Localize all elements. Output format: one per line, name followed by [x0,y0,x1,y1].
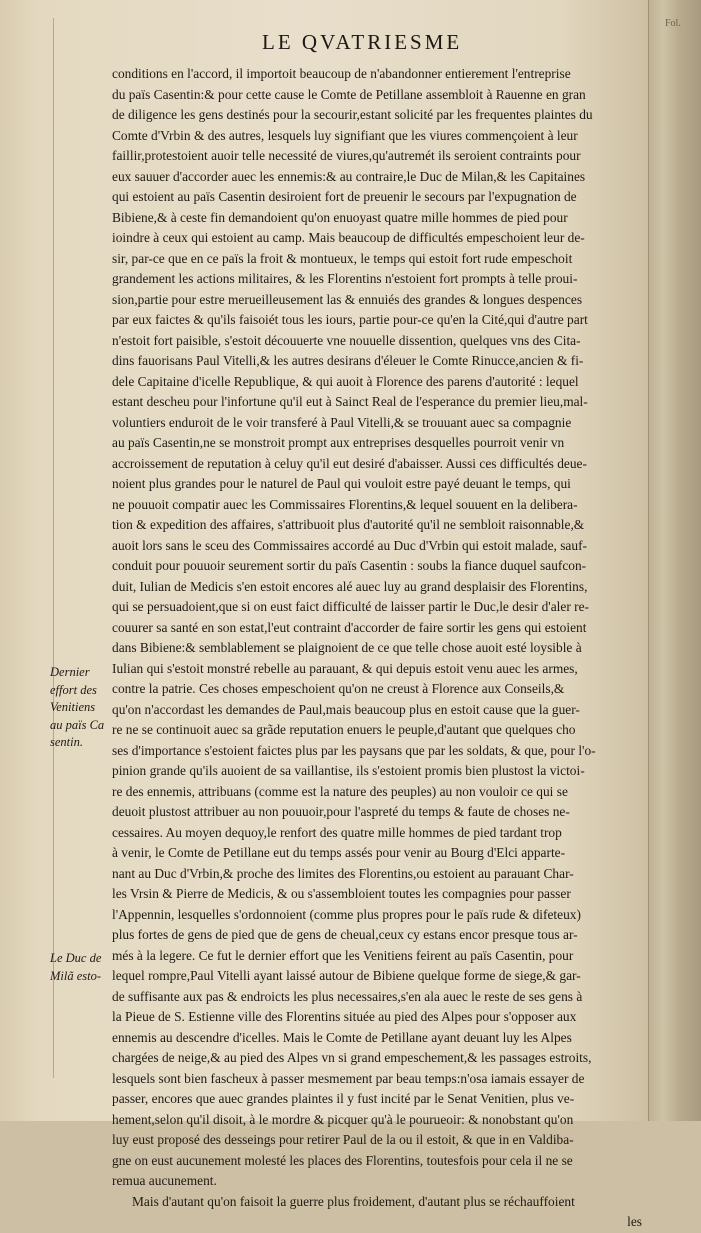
text-line: luy eust proposé des desseings pour retirer Paul de la ou il estoit, & que in en Valdiba- [112,1132,574,1147]
text-line: tion & expedition des affaires, s'attribuoit plus d'autorité qu'il ne sembloit raisonnable,& [112,517,585,532]
margin-note-line: au païs Ca [50,717,105,732]
text-line: les Vrsin & Pierre de Medicis, & ou s'assembloient toutes les compagnies pour passer [112,886,571,901]
text-line: re ne se continuoit auec sa grãde reputation enuers le peuple,d'autant que quelques cho [112,722,576,737]
text-line: la Pieue de S. Estienne ville des Florentins située au pied des Alpes pour s'opposer aux [112,1009,577,1024]
text-line: gne on eust aucunement molesté les places des Florentins, toutesfois pour cela il ne se [112,1152,573,1168]
text-line: sion,partie pour estre merueilleusement las & ennuiés des grandes & longues despences [112,291,583,307]
margin-note-line: Milã esto- [50,968,102,983]
text-line: més à la legere. Ce fut le dernier effort que les Venitiens feirent au païs Casentin, pour [112,947,574,963]
text-line: dele Capitaine d'icelle Republique, & qui auoit à Florence des parens d'autorité : lequel [112,373,579,389]
text-line: de diligence les gens destinés pour la secourir,estant solicité par les frequentes plaintes du [112,107,593,122]
text-line: l'Appennin, lesquelles s'ordonnoient (comme plus propres pour le païs rude & difeteux) [112,906,581,922]
text-line: Comte d'Vrbin & des autres, lesquels luy signifiant que les viures commençoient à leur [112,127,578,143]
margin-note-line: Venitiens [50,700,96,714]
text-line: passer, encores que auec grandes plaintes il y fust incité par le Senat Venitien, plus ve- [112,1091,575,1106]
text-line: du païs Casentin:& pour cette cause le Comte de Petillane assembloit à Rauenne en gran [112,86,586,102]
text-line: à venir, le Comte de Petillane eut du temps assés pour venir au Bourg d'Elci apparte- [112,845,566,860]
text-line: conduit pour pouuoir seurement sortir du païs Casentin : soubs la fiance duquel saufcon- [112,558,587,573]
margin-note-dernier-effort [50,664,114,752]
text-line: remua aucunement. [112,1173,217,1188]
text-line: lequel rompre,Paul Vitelli ayant laissé autour de Bibiene quelque forme de siege,& gar- [112,968,581,983]
text-line: par eux faictes & qu'ils faisoiét tous les iours, partie pour-ce qu'en la Cité,qui d'autre part [112,312,588,327]
text-line: sir, par-ce que en ce païs la froit & montueux, le temps qui estoit fort rude empeschoit [112,250,573,266]
body-text [112,64,642,1233]
text-line: plus fortes de gens de pied que de gens de cheual,ceux cy estans encor presque tous ar- [112,927,578,942]
text-line: au païs Casentin,ne se monstroit prompt aux entreprises desquelles pourroit venir vn [112,435,565,450]
corner-mark: Fol. [665,18,681,29]
text-line: re des ennemis, attribuans (comme est la nature des peuples) au non vouloir ce qui se [112,783,568,799]
text-line: Bibiene,& à ceste fin demandoient qu'on enuoyast quatre mille hommes de pied pour [112,209,568,225]
text-line: deuoit plustost attribuer au non pouuoir,pour l'aspreté du temps & faute de choses ne- [112,804,570,819]
margin-note-line: effort des [50,682,97,697]
text-line: pinion grande qu'ils auoient de sa vaillantise, ils s'estoient promis bien plustost la victoi- [112,763,585,778]
text-line: conditions en l'accord, il importoit beaucoup de n'abandonner entierement l'entreprise [112,66,571,81]
text-line: estant descheu pour l'infortune qu'il eut à Sainct Real de l'esperance du premier lieu,mal- [112,394,588,409]
text-line: qui estoient au païs Casentin desiroient fort de preuenir le secours par l'expugnation de [112,189,577,204]
text-line: faillir,protestoient auoir telle necessité de viures,qu'autremét ils seroient contraints pour [112,148,581,163]
margin-rule [53,18,54,1078]
margin-note-line: Dernier [50,665,90,679]
margin-note-line: sentin. [50,735,83,749]
text-line: grandement les actions militaires, & les Florentins n'estoient fort prompts à telle proui- [112,271,578,286]
text-line: auoit lors sans le sceu des Commissaires accordé au Duc d'Vrbin qui estoit malade, sauf- [112,537,587,553]
margin-note-line: Le Duc de [50,951,102,965]
text-line: qui se persuadoient,que si on eust faict difficulté de laisser partir le Duc,le desir d'aler re- [112,599,589,614]
text-line: ennemis au descendre d'icelles. Mais le Comte de Petillane ayant deuant luy les Alpes [112,1029,572,1045]
text-line: ioindre à ceux qui estoient au camp. Mais beaucoup de difficultés empeschoient leur de- [112,230,585,245]
text-line: cessaires. Au moyen dequoy,le renfort des quatre mille hommes de pied tardant trop [112,824,562,840]
text-line: dans Bibiene:& semblablement se plaignoient de ce que telle chose auoit esté loysible à [112,640,582,655]
text-line: n'estoit fort paisible, s'estoit découuerte vne nouuelle dissention, quelques vns des Cita- [112,332,581,348]
text-line: dins fauorisans Paul Vitelli,& les autres desirans d'éleuer le Comte Rinucce,ancien & fi- [112,353,584,368]
text-line: contre la patrie. Ces choses empeschoient qu'on ne creust à Florence aux Conseils,& [112,681,565,696]
running-header: LE QVATRIESME [262,30,463,54]
text-line: Iulian qui s'estoit monstré rebelle au parauant, & qui depuis estoit venu auec les armes, [112,660,578,676]
text-line: chargées de neige,& au pied des Alpes vn si grand empeschement,& les passages estroits, [112,1050,592,1065]
text-line: nant au Duc d'Vrbin,& proche des limites des Florentins,ou estoient au parauant Char- [112,865,574,881]
text-line: couurer sa santé en son estat,l'eut contraint d'accorder de faire sortir les gens qui estoient [112,619,587,635]
text-line: duit, Iulian de Medicis s'en estoit encores alé auec luy au grand desplaisir des Florentins, [112,578,588,594]
text-line: eux sauuer d'accorder auec les ennemis:& au contraire,le Duc de Milan,& les Capitaines [112,168,586,184]
margin-note-duc-de-milan [50,950,114,985]
page-gutter [648,0,701,1121]
text-line: voluntiers enduroit de le voir transferé à Paul Vitelli,& se trouuant auec sa compagnie [112,414,572,430]
text-line: de suffisante aux pas & endroicts les plus necessaires,s'en ala auec le reste de ses gens à [112,988,583,1004]
text-line: lesquels sont bien fascheux à passer mesmement par beau temps:n'osa iamais essayer de [112,1070,585,1086]
text-line: les [627,1214,642,1229]
text-line: Mais d'autant qu'on faisoit la guerre plus froidement, d'autant plus se réchauffoient [132,1193,575,1209]
text-line: ne pouuoit compatir auec les Commissaires Florentins,& lequel souuent en la delibera- [112,496,578,512]
text-line: ses d'importance s'estoient faictes plus par les paysans que par les soldats, & que, pour l'o- [112,742,596,758]
text-line: hement,selon qu'il disoit, à le mordre & picquer qu'à le pourueoir: & nonobstant qu'on [112,1111,574,1127]
text-line: noient plus grandes pour le naturel de Paul qui vouloit estre payé deuant le temps, qui [112,476,571,491]
text-line: accroissement de reputation à celuy qu'il eut desiré d'abaisser. Aussi ces difficultés deue- [112,455,587,471]
text-line: qu'on n'accordast les demandes de Paul,mais beaucoup plus en estoit cause que la guer- [112,701,580,717]
